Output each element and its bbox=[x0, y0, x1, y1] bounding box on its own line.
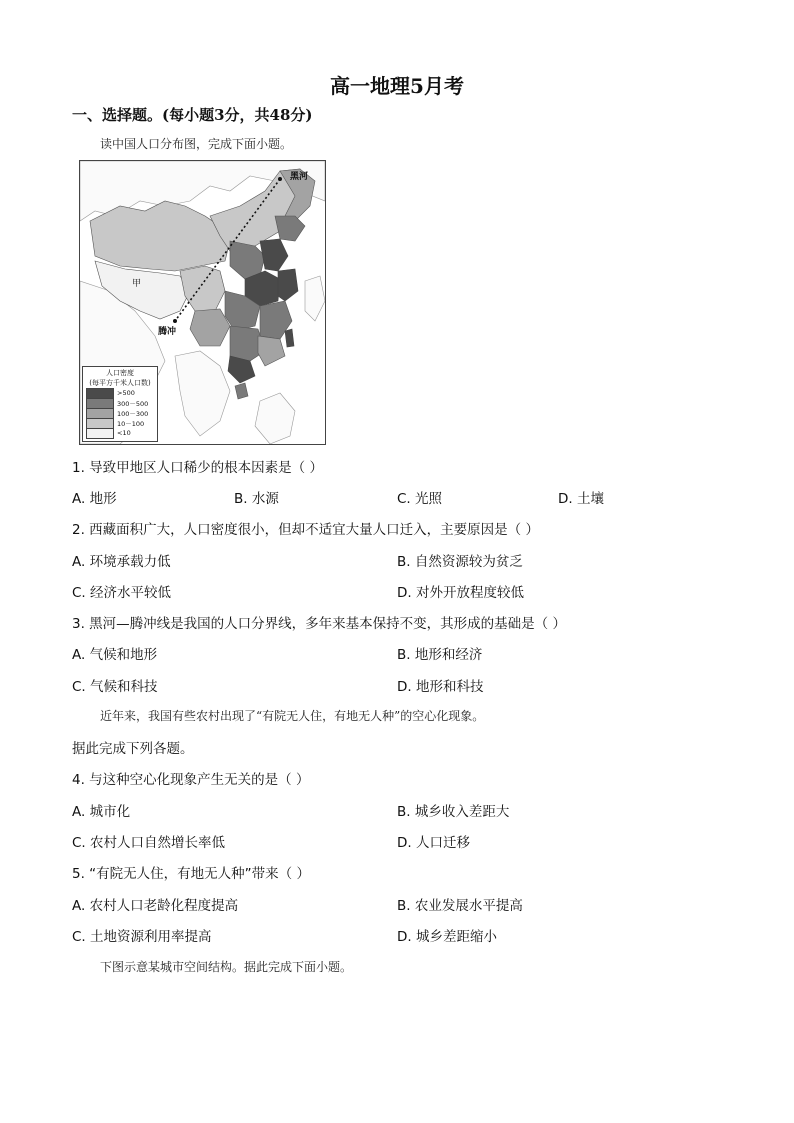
q3-option-c: C. 气候和科技 bbox=[72, 679, 158, 695]
legend-label: 10－100 bbox=[117, 419, 145, 428]
intro-text-hollowing: 近年来，我国有些农村出现了“有院无人住，有地无人种”的空心化现象。 bbox=[100, 709, 485, 723]
q3-option-b: B. 地形和经济 bbox=[397, 647, 483, 663]
legend-item bbox=[86, 408, 157, 418]
question-5: 5. “有院无人住，有地无人种”带来（ ） bbox=[72, 866, 310, 882]
legend-label: 100－300 bbox=[117, 409, 149, 418]
question-3: 3. 黑河—腾冲线是我国的人口分界线，多年来基本保持不变，其形成的基础是（ ） bbox=[72, 616, 566, 632]
q1-option-a: A. 地形 bbox=[72, 491, 117, 507]
q1-option-d: D. 土壤 bbox=[558, 491, 604, 507]
intro-text-map: 读中国人口分布图，完成下面小题。 bbox=[100, 137, 293, 151]
legend-item bbox=[86, 418, 157, 428]
population-map bbox=[79, 160, 326, 445]
q5-option-c: C. 土地资源利用率提高 bbox=[72, 929, 212, 945]
section-heading: 一、选择题。(每小题3分，共48分) bbox=[72, 106, 313, 124]
q1-option-c: C. 光照 bbox=[397, 491, 443, 507]
q2-option-c: C. 经济水平较低 bbox=[72, 585, 172, 601]
intro-text-instruction: 据此完成下列各题。 bbox=[72, 741, 194, 757]
region-xinjiang bbox=[90, 201, 230, 271]
legend-swatch bbox=[86, 428, 114, 439]
q4-option-c: C. 农村人口自然增长率低 bbox=[72, 835, 226, 851]
legend-subtitle: (每平方千米人口数) bbox=[89, 379, 151, 387]
q2-option-d: D. 对外开放程度较低 bbox=[397, 585, 524, 601]
legend-items bbox=[83, 388, 157, 438]
q2-option-b: B. 自然资源较为贫乏 bbox=[397, 554, 523, 570]
q3-option-d: D. 地形和科技 bbox=[397, 679, 484, 695]
legend-label: <10 bbox=[117, 429, 131, 437]
label-tengchong: 腾冲 bbox=[158, 327, 177, 337]
label-heihe: 黑河 bbox=[290, 172, 309, 182]
q4-option-b: B. 城乡收入差距大 bbox=[397, 804, 510, 820]
legend-label: 300－500 bbox=[117, 399, 149, 408]
legend-item bbox=[86, 388, 157, 398]
q5-option-b: B. 农业发展水平提高 bbox=[397, 898, 523, 914]
legend-title: 人口密度 bbox=[106, 369, 134, 377]
legend-item bbox=[86, 398, 157, 408]
q2-option-a: A. 环境承载力低 bbox=[72, 554, 171, 570]
legend-label: >500 bbox=[117, 389, 135, 397]
q4-option-d: D. 人口迁移 bbox=[397, 835, 470, 851]
intro-text-city: 下图示意某城市空间结构。据此完成下面小题。 bbox=[100, 960, 353, 974]
question-4: 4. 与这种空心化现象产生无关的是（ ） bbox=[72, 772, 310, 788]
q5-option-a: A. 农村人口老龄化程度提高 bbox=[72, 898, 239, 914]
legend-item bbox=[86, 428, 157, 438]
q1-option-b: B. 水源 bbox=[234, 491, 279, 507]
q3-option-a: A. 气候和地形 bbox=[72, 647, 158, 663]
page-title: 高一地理5月考 bbox=[330, 74, 464, 98]
question-1: 1. 导致甲地区人口稀少的根本因素是（ ） bbox=[72, 460, 323, 476]
q5-option-d: D. 城乡差距缩小 bbox=[397, 929, 497, 945]
map-legend bbox=[82, 366, 158, 442]
label-jia: 甲 bbox=[132, 279, 142, 289]
question-2: 2. 西藏面积广大，人口密度很小，但却不适宜大量人口迁入，主要原因是（ ） bbox=[72, 522, 539, 538]
q4-option-a: A. 城市化 bbox=[72, 804, 131, 820]
